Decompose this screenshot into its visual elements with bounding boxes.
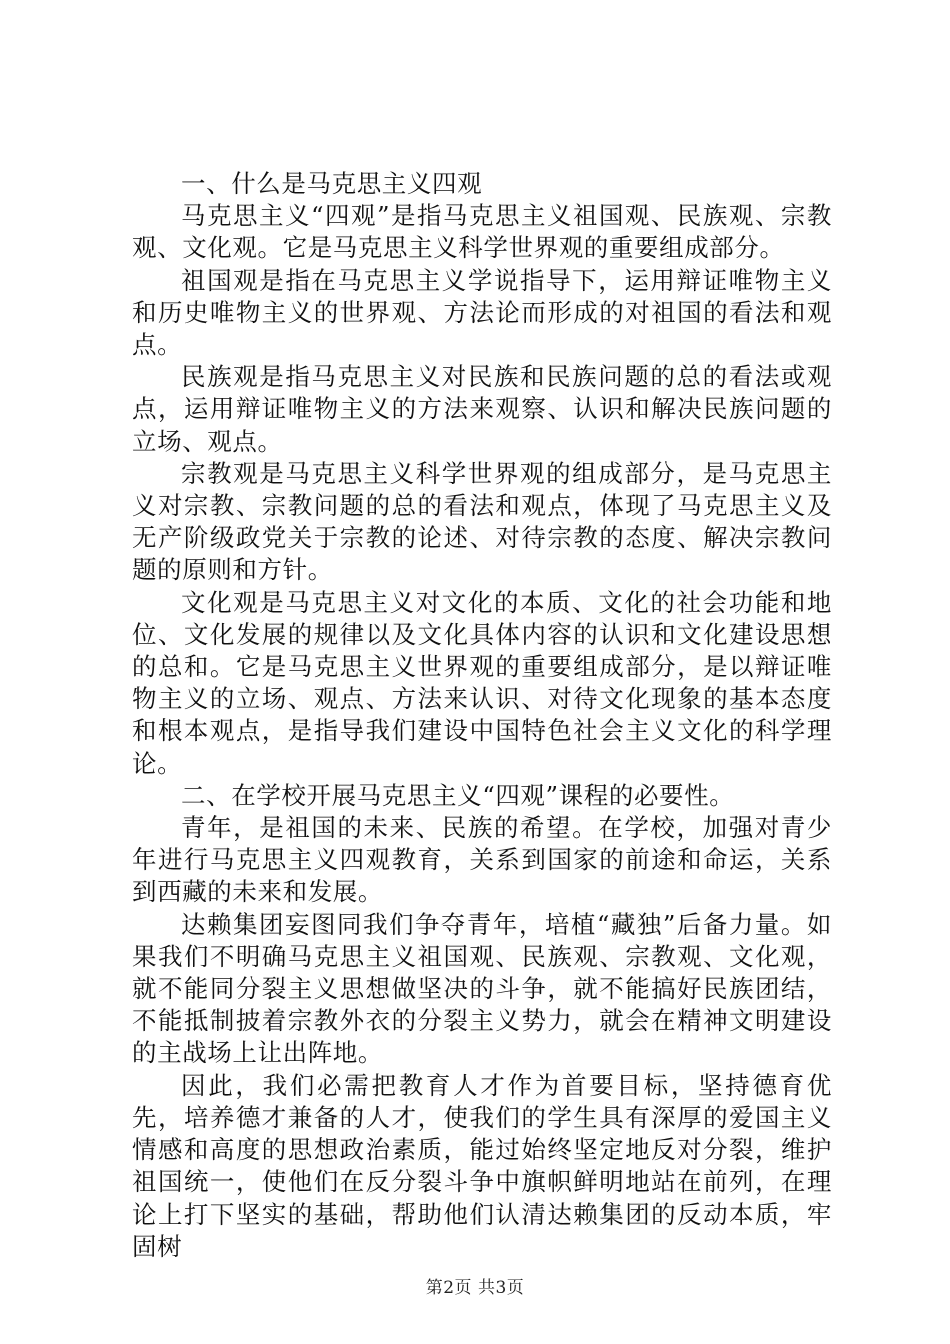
page-footer: 第2页 共3页 bbox=[425, 1278, 525, 1298]
paragraph-religion-view: 宗教观是马克思主义科学世界观的组成部分，是马克思主义对宗教、宗教问题的总的看法和观点，体现了马克思主义及无产阶级政党关于宗教的论述、对待宗教的态度、解决宗教问题的原则和方针。 bbox=[132, 458, 832, 585]
paragraph-dalai-clique: 达赖集团妄图同我们争夺青年，培植“藏独”后备力量。如果我们不明确马克思主义祖国观、民族观、宗教观、文化观，就不能同分裂主义思想做坚决的斗争，就不能搞好民族团结，不能抵制披着宗教外衣的分裂主义势力，就会在精神文明建设的主战场上让出阵地。 bbox=[132, 909, 832, 1068]
paragraph-culture-view: 文化观是马克思主义对文化的本质、文化的社会功能和地位、文化发展的规律以及文化具体内容的认识和文化建设思想的总和。它是马克思主义世界观的重要组成部分，是以辩证唯物主义的立场、观点、方法来认识、对待文化现象的基本态度和根本观点，是指导我们建设中国特色社会主义文化的科学理论。 bbox=[132, 587, 832, 778]
paragraph-ethnic-view: 民族观是指马克思主义对民族和民族问题的总的看法或观点，运用辩证唯物主义的方法来观察、认识和解决民族问题的立场、观点。 bbox=[132, 362, 832, 456]
paragraph-therefore: 因此，我们必需把教育人才作为首要目标，坚持德育优先，培养德才兼备的人才，使我们的学生具有深厚的爱国主义情感和高度的思想政治素质，能过始终坚定地反对分裂，维护祖国统一，使他们在反分裂斗争中旗帜鲜明地站在前列，在理论上打下坚实的基础，帮助他们认清达赖集团的反动本质，牢固树 bbox=[132, 1070, 832, 1261]
paragraph-four-views-definition: 马克思主义“四观”是指马克思主义祖国观、民族观、宗教观、文化观。它是马克思主义科学世界观的重要组成部分。 bbox=[132, 201, 832, 263]
paragraph-motherland-view: 祖国观是指在马克思主义学说指导下，运用辩证唯物主义和历史唯物主义的世界观、方法论而形成的对祖国的看法和观点。 bbox=[132, 265, 832, 360]
document-body bbox=[132, 168, 832, 1263]
section-heading-2: 二、在学校开展马克思主义“四观”课程的必要性。 bbox=[181, 780, 735, 810]
section-heading-1: 一、什么是马克思主义四观 bbox=[181, 169, 483, 198]
paragraph-youth: 青年，是祖国的未来、民族的希望。在学校，加强对青少年进行马克思主义四观教育，关系到国家的前途和命运，关系到西藏的未来和发展。 bbox=[132, 813, 832, 907]
